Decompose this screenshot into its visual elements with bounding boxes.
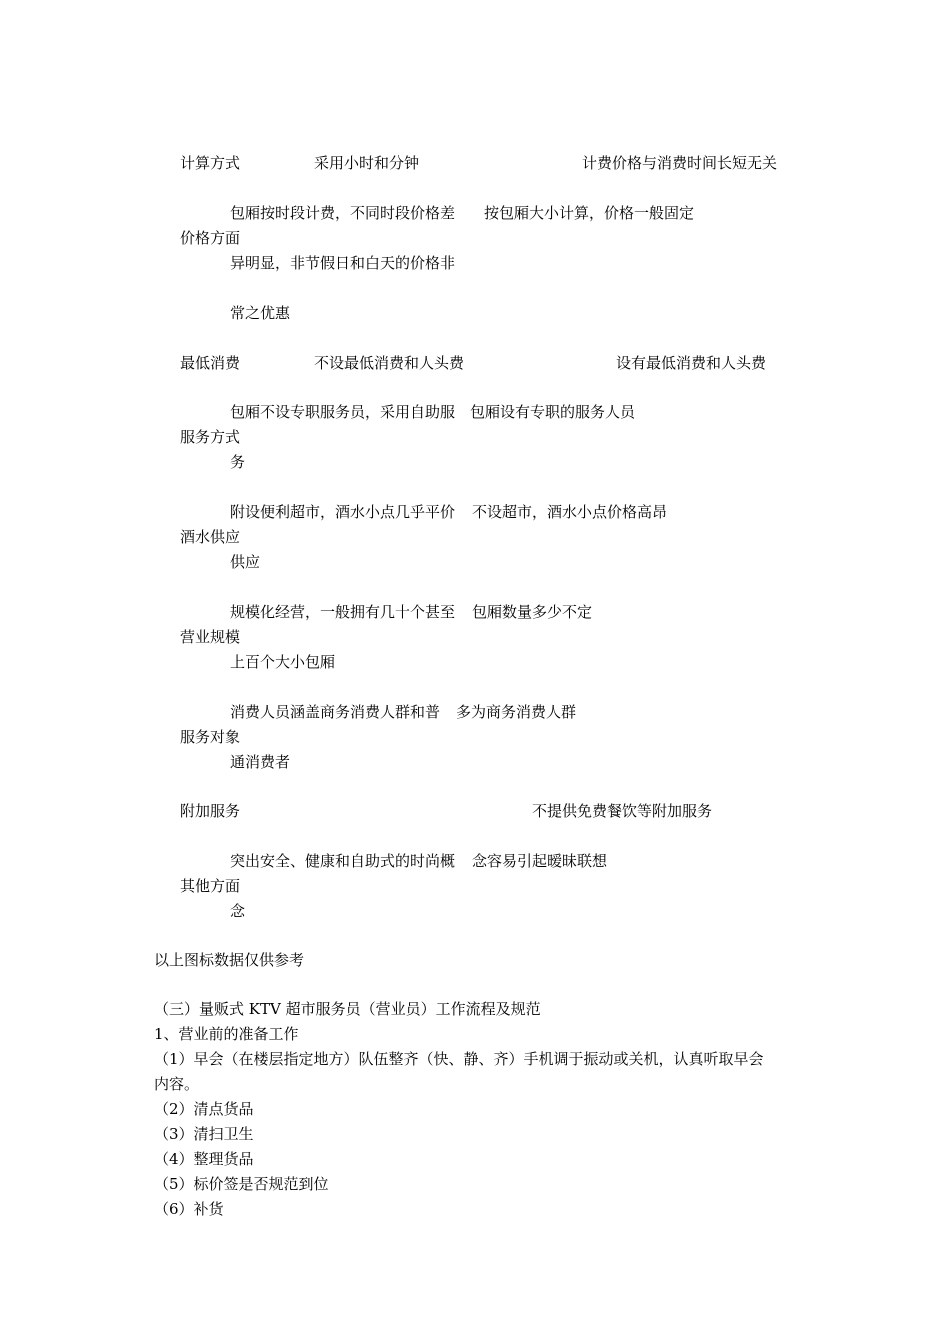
row-scale-col-a-line2: 上百个大小包厢 (230, 653, 336, 671)
row-extras-col-b: 不提供免费餐饮等附加服务 (532, 802, 713, 820)
row-drinks-col-a-line2: 供应 (230, 553, 261, 571)
row-label-drinks: 酒水供应 (180, 528, 241, 546)
row-service-col-a-line2: 务 (230, 453, 246, 471)
row-drinks-col-b: 不设超市，酒水小点价格高昂 (472, 503, 668, 521)
row-service-col-b: 包厢设有专职的服务人员 (470, 403, 636, 421)
row-min-spend-col-a: 不设最低消费和人头费 (314, 354, 465, 372)
row-price-col-a-line3: 常之优惠 (230, 304, 291, 322)
list-item-2: （2）清点货品 (154, 1100, 254, 1118)
row-label-audience: 服务对象 (180, 728, 241, 746)
row-other-col-b: 念容易引起暧昧联想 (472, 852, 608, 870)
row-billing-col-b: 计费价格与消费时间长短无关 (582, 154, 778, 172)
row-scale-col-a-line1: 规模化经营，一般拥有几十个甚至 (230, 603, 456, 621)
row-label-scale: 营业规模 (180, 628, 241, 646)
list-item-5: （5）标价签是否规范到位 (154, 1175, 329, 1193)
row-min-spend-col-b: 设有最低消费和人头费 (616, 354, 767, 372)
row-other-col-a-line1: 突出安全、健康和自助式的时尚概 (230, 852, 456, 870)
list-item-4: （4）整理货品 (154, 1150, 254, 1168)
row-price-col-a-line2: 异明显，非节假日和白天的价格非 (230, 254, 456, 272)
subsection-title: 1、营业前的准备工作 (154, 1025, 299, 1043)
table-note: 以上图标数据仅供参考 (154, 951, 305, 969)
row-label-billing: 计算方式 (180, 154, 241, 172)
row-billing-col-a: 采用小时和分钟 (314, 154, 420, 172)
section-title: （三）量贩式 KTV 超市服务员（营业员）工作流程及规范 (154, 1000, 541, 1018)
row-label-price: 价格方面 (180, 229, 241, 247)
row-audience-col-a-line2: 通消费者 (230, 753, 291, 771)
list-item-3: （3）清扫卫生 (154, 1125, 254, 1143)
row-label-service: 服务方式 (180, 428, 241, 446)
list-item-1-line1: （1）早会（在楼层指定地方）队伍整齐（快、静、齐）手机调于振动或关机，认真听取早会 (154, 1050, 764, 1068)
row-other-col-a-line2: 念 (230, 902, 246, 920)
list-item-1-line2: 内容。 (154, 1075, 200, 1093)
row-drinks-col-a-line1: 附设便利超市，酒水小点几乎平价 (230, 503, 456, 521)
row-label-other: 其他方面 (180, 877, 241, 895)
list-item-6: （6）补货 (154, 1200, 224, 1218)
row-label-extras: 附加服务 (180, 802, 241, 820)
row-scale-col-b: 包厢数量多少不定 (472, 603, 593, 621)
row-label-min-spend: 最低消费 (180, 354, 241, 372)
row-price-col-a-line1: 包厢按时段计费，不同时段价格差 (230, 204, 456, 222)
row-service-col-a-line1: 包厢不设专职服务员，采用自助服 (230, 403, 456, 421)
row-audience-col-b: 多为商务消费人群 (456, 703, 577, 721)
row-price-col-b: 按包厢大小计算，价格一般固定 (484, 204, 695, 222)
row-audience-col-a-line1: 消费人员涵盖商务消费人群和普 (230, 703, 441, 721)
